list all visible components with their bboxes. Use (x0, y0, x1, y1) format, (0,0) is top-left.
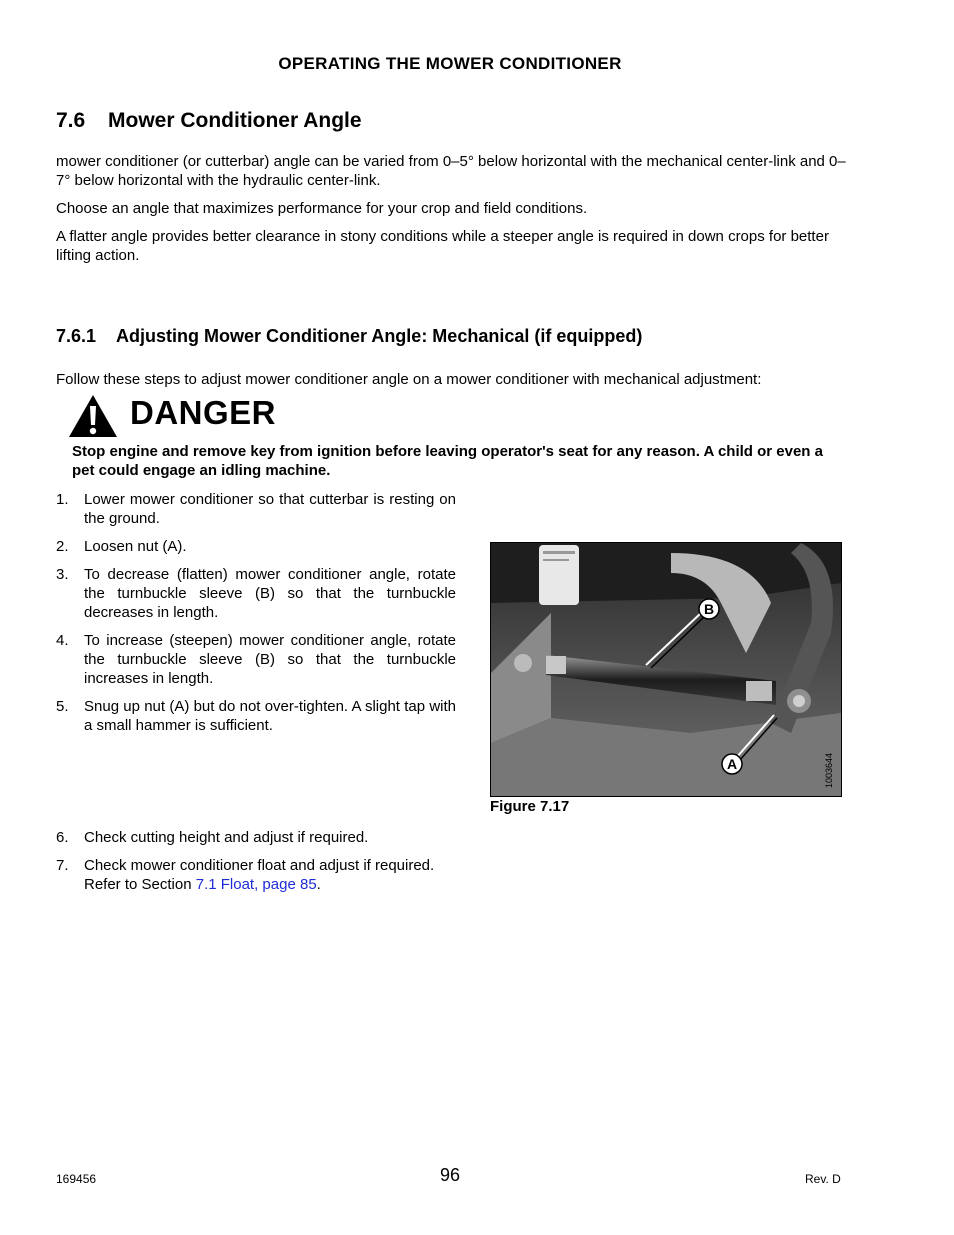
list-item: 2. Loosen nut (A). (56, 538, 187, 555)
subsection-number: 7.6.1 (56, 326, 97, 346)
section-title: Mower Conditioner Angle (108, 109, 362, 132)
warning-triangle-icon (68, 394, 118, 438)
list-item: 1. Lower mower conditioner so that cutterbar is resting on the ground. (56, 491, 456, 527)
paragraph-flatter-angle: A flatter angle provides better clearance in stony conditions while a steeper angle is required in down crops for better lifting action. (56, 228, 829, 264)
list-item: 5. Snug up nut (A) but do not over-tighten. A slight tap with a small hammer is sufficient. (56, 698, 456, 734)
float-section-link[interactable]: 7.1 Float, page 85 (195, 876, 317, 893)
danger-message: Stop engine and remove key from ignition before leaving operator's seat for any reason. A child or even a pet could engage an idling machine. (72, 443, 823, 479)
figure-image-id: 1003644 (824, 752, 834, 788)
footer-page-number: 96 (439, 1165, 461, 1185)
footer-revision: Rev. D (805, 1172, 841, 1186)
figure-photo (490, 542, 842, 797)
callout-a-label: A (726, 756, 738, 772)
figure-caption: Figure 7.17 (490, 798, 570, 815)
steps-list-top (56, 490, 456, 744)
danger-label: DANGER (130, 394, 277, 431)
paragraph-choose-angle: Choose an angle that maximizes performance for your crop and field conditions. (56, 200, 588, 217)
list-item: 3. To decrease (flatten) mower conditioner angle, rotate the turnbuckle sleeve (B) so that the turnbuckle decreases in length. (56, 566, 456, 621)
subsection-heading (56, 326, 642, 347)
list-item: 4. To increase (steepen) mower conditioner angle, rotate the turnbuckle sleeve (B) so that the turnbuckle increases in length. (56, 632, 456, 687)
subsection-title: Adjusting Mower Conditioner Angle: Mechanical (if equipped) (116, 326, 643, 346)
running-header: OPERATING THE MOWER CONDITIONER (278, 54, 622, 73)
section-heading (56, 109, 362, 133)
steps-list-bottom (56, 828, 456, 903)
turnbuckle-photo-illustration (491, 543, 841, 796)
paragraph-angle-range: mower conditioner (or cutterbar) angle can be varied from 0–5° below horizontal with the mechanical center-link and 0–7° below horizontal with the hydraulic center-link. (56, 153, 846, 189)
section-number: 7.6 (56, 109, 86, 132)
list-item: 6. Check cutting height and adjust if required. (56, 829, 369, 846)
subsection-intro: Follow these steps to adjust mower conditioner angle on a mower conditioner with mechanical adjustment: (56, 371, 762, 388)
callout-b-label: B (703, 601, 715, 617)
list-item: 7. Check mower conditioner float and adjust if required. Refer to Section 7.1 Float, page 85. (56, 857, 435, 893)
footer-doc-number: 169456 (56, 1172, 97, 1186)
